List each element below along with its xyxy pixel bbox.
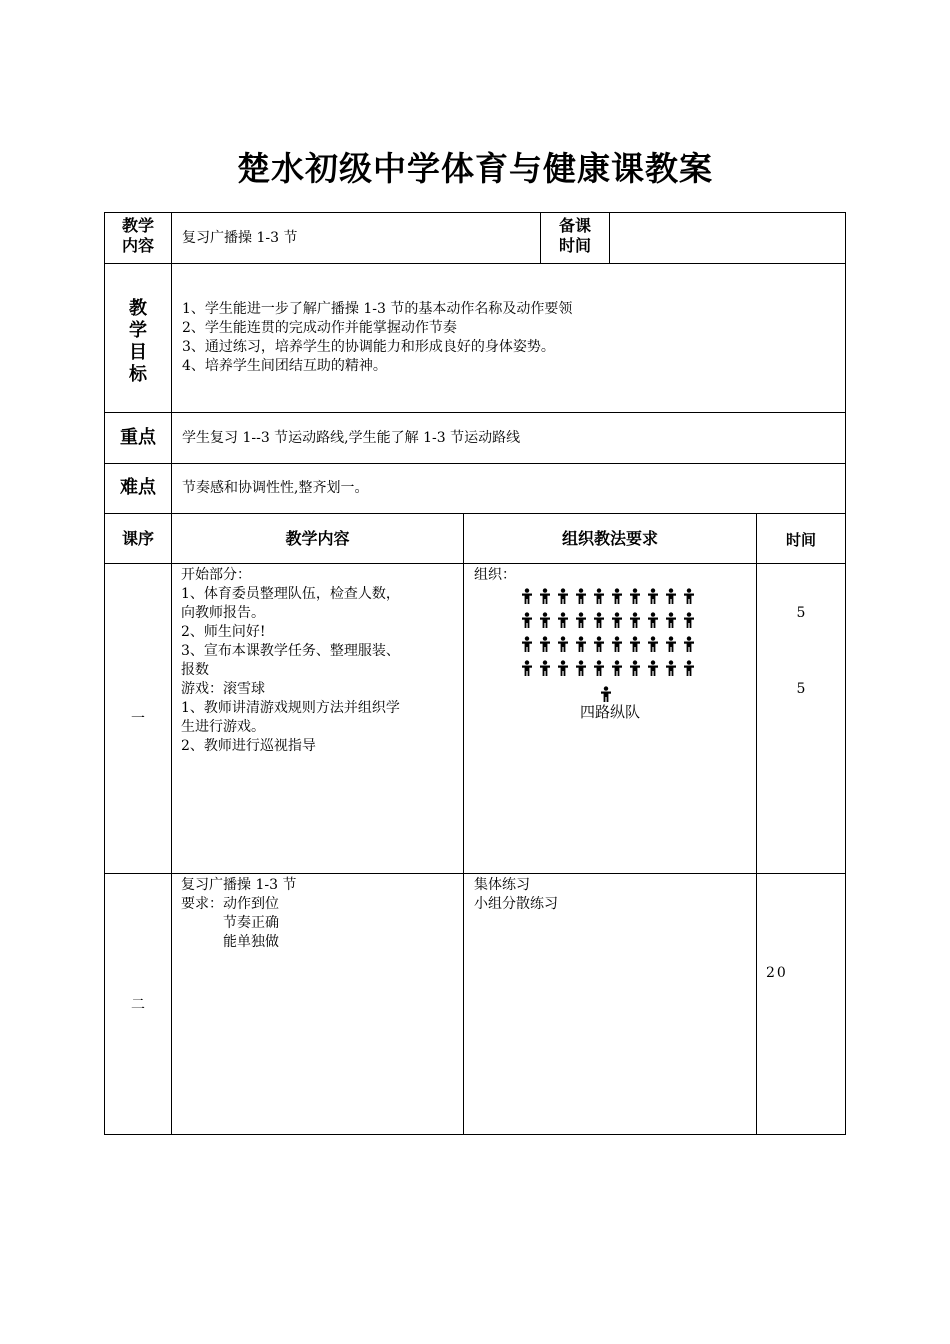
formation-row xyxy=(521,636,695,652)
content-line: 生进行游戏。 xyxy=(181,719,265,735)
content-line: 2、教师进行巡视指导 xyxy=(181,738,316,754)
objectives-list xyxy=(182,300,837,376)
student-icon xyxy=(557,612,569,628)
column-header-order: 课序 xyxy=(121,529,154,548)
student-icon xyxy=(539,636,551,652)
student-icon xyxy=(611,636,623,652)
student-icon xyxy=(647,612,659,628)
student-icon xyxy=(683,612,695,628)
student-icon xyxy=(575,660,587,676)
objective-item: 4、培养学生间团结互助的精神。 xyxy=(182,358,387,374)
difficulty-label: 难点 xyxy=(120,477,156,498)
formation-caption: 四路纵队 xyxy=(579,703,640,721)
column-header-time: 时间 xyxy=(785,531,816,549)
student-icon xyxy=(665,612,677,628)
student-icon xyxy=(665,636,677,652)
student-icon xyxy=(593,660,605,676)
time-value: 20 xyxy=(766,965,788,981)
student-icon xyxy=(575,612,587,628)
student-icon xyxy=(539,660,551,676)
content-line: 复习广播操 1-3 节 xyxy=(181,877,297,893)
student-icon xyxy=(521,636,533,652)
student-icon xyxy=(629,588,641,604)
student-icon xyxy=(521,660,533,676)
difficulty-value: 节奏感和协调性性,整齐划一。 xyxy=(182,480,369,496)
key-point-label: 重点 xyxy=(120,427,156,448)
student-icon xyxy=(593,588,605,604)
section-order: 一 xyxy=(131,711,145,727)
key-point-value: 学生复习 1--3 节运动路线,学生能了解 1-3 节运动路线 xyxy=(182,430,521,446)
objective-item: 1、学生能进一步了解广播操 1-3 节的基本动作名称及动作要领 xyxy=(182,301,573,317)
section-order: 二 xyxy=(131,997,145,1013)
student-icon xyxy=(611,660,623,676)
method-line: 集体练习 xyxy=(474,877,530,893)
content-label: 教学 内容 xyxy=(121,216,154,255)
content-line: 要求：动作到位 xyxy=(181,896,279,912)
content-value: 复习广播操 1-3 节 xyxy=(182,230,298,246)
student-icon xyxy=(557,660,569,676)
student-icon xyxy=(665,588,677,604)
teacher-icon xyxy=(600,686,612,702)
content-line: 节奏正确 xyxy=(181,915,279,931)
column-header-method: 组织教法要求 xyxy=(561,529,658,548)
student-icon xyxy=(647,636,659,652)
method-label: 组织： xyxy=(474,567,516,583)
formation-row xyxy=(521,588,695,604)
student-icon xyxy=(593,636,605,652)
page-title: 楚水初级中学体育与健康课教案 xyxy=(237,149,713,188)
objective-item: 3、通过练习，培养学生的协调能力和形成良好的身体姿势。 xyxy=(182,339,555,355)
student-icon xyxy=(665,660,677,676)
student-icon xyxy=(593,612,605,628)
student-icon xyxy=(575,588,587,604)
formation-row xyxy=(521,660,695,676)
student-icon xyxy=(647,588,659,604)
student-icon xyxy=(539,588,551,604)
content-line: 能单独做 xyxy=(181,934,279,950)
objectives-label: 教 学 目 标 xyxy=(129,298,147,385)
student-icon xyxy=(521,588,533,604)
time-value: 5 xyxy=(796,681,806,697)
student-icon xyxy=(557,588,569,604)
method-line: 小组分散练习 xyxy=(474,896,558,912)
content-line: 1、体育委员整理队伍，检查人数， xyxy=(181,586,400,602)
time-value: 5 xyxy=(796,605,806,621)
student-icon xyxy=(683,636,695,652)
content-line: 向教师报告。 xyxy=(181,605,265,621)
column-header-content: 教学内容 xyxy=(285,529,350,548)
section-content xyxy=(181,876,461,952)
student-icon xyxy=(557,636,569,652)
student-icon xyxy=(629,612,641,628)
method-list xyxy=(474,876,754,914)
prep-time-label: 备课 时间 xyxy=(558,216,591,255)
student-icon xyxy=(683,588,695,604)
content-line: 1、教师讲清游戏规则方法并组织学 xyxy=(181,700,400,716)
student-icon xyxy=(575,636,587,652)
student-icon xyxy=(539,612,551,628)
content-line: 开始部分： xyxy=(181,567,251,583)
student-icon xyxy=(611,588,623,604)
student-icon xyxy=(521,612,533,628)
objective-item: 2、学生能连贯的完成动作并能掌握动作节奏 xyxy=(182,320,457,336)
student-icon xyxy=(611,612,623,628)
content-line: 2、师生问好! xyxy=(181,624,266,640)
section-content xyxy=(181,566,461,756)
student-icon xyxy=(647,660,659,676)
student-icon xyxy=(683,660,695,676)
content-line: 3、宣布本课教学任务、整理服装、 xyxy=(181,643,400,659)
student-icon xyxy=(629,660,641,676)
formation-row xyxy=(521,612,695,628)
content-line: 报数 xyxy=(181,662,209,678)
student-icon xyxy=(629,636,641,652)
content-line: 游戏：滚雪球 xyxy=(181,681,265,697)
